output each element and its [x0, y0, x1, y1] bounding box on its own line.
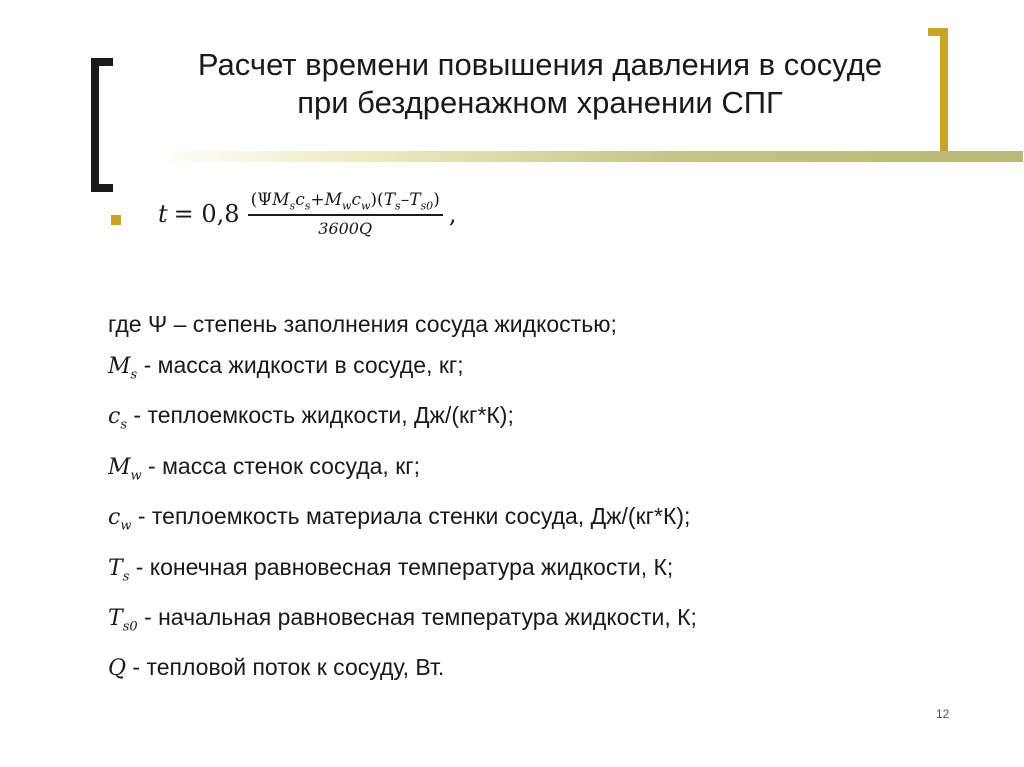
definition-row: $c_w$ - теплоемкость материала стенки сосуда, Дж/(кг*К); — [108, 503, 691, 534]
title-underline-bar — [150, 151, 1023, 162]
definition-row: Q - тепловой поток к сосуду, Вт. — [108, 654, 445, 682]
formula-fraction — [248, 190, 443, 238]
definition-row: $T_s$ - конечная равновесная температура жидкости, К; — [108, 553, 674, 584]
bullet-square-icon — [111, 215, 121, 225]
formula-numerator: $(\Psi M_sc_s+M_wc_w)(T_s-T_{s0})$ — [250, 190, 440, 213]
formula-denominator: 3600Q — [318, 218, 373, 238]
formula-trailing-comma: , — [448, 199, 457, 228]
formula-lhs: t — [158, 199, 168, 228]
pressure-time-formula — [158, 190, 456, 238]
definition-row: $T_{s0}$ - начальная равновесная температура жидкости, К; — [108, 603, 697, 635]
page-number: 12 — [936, 707, 950, 721]
definition-row: где Ψ – степень заполнения сосуда жидкостью; — [108, 311, 617, 337]
definition-row: $M_w$ - масса стенок сосуда, кг; — [108, 452, 421, 484]
slide-title: Расчет времени повышения давления в сосуде при бездренажном хранении СПГ — [197, 47, 883, 120]
right-bracket-decoration — [928, 28, 948, 162]
definition-row: $M_s$ - масса жидкости в сосуде, кг; — [108, 352, 464, 383]
definition-row: $c_s$ - теплоемкость жидкости, Дж/(кг*К); — [108, 402, 514, 433]
variable-definitions — [108, 304, 697, 698]
formula-equals: = 0,8 — [173, 199, 240, 228]
left-bracket-decoration — [91, 58, 113, 192]
